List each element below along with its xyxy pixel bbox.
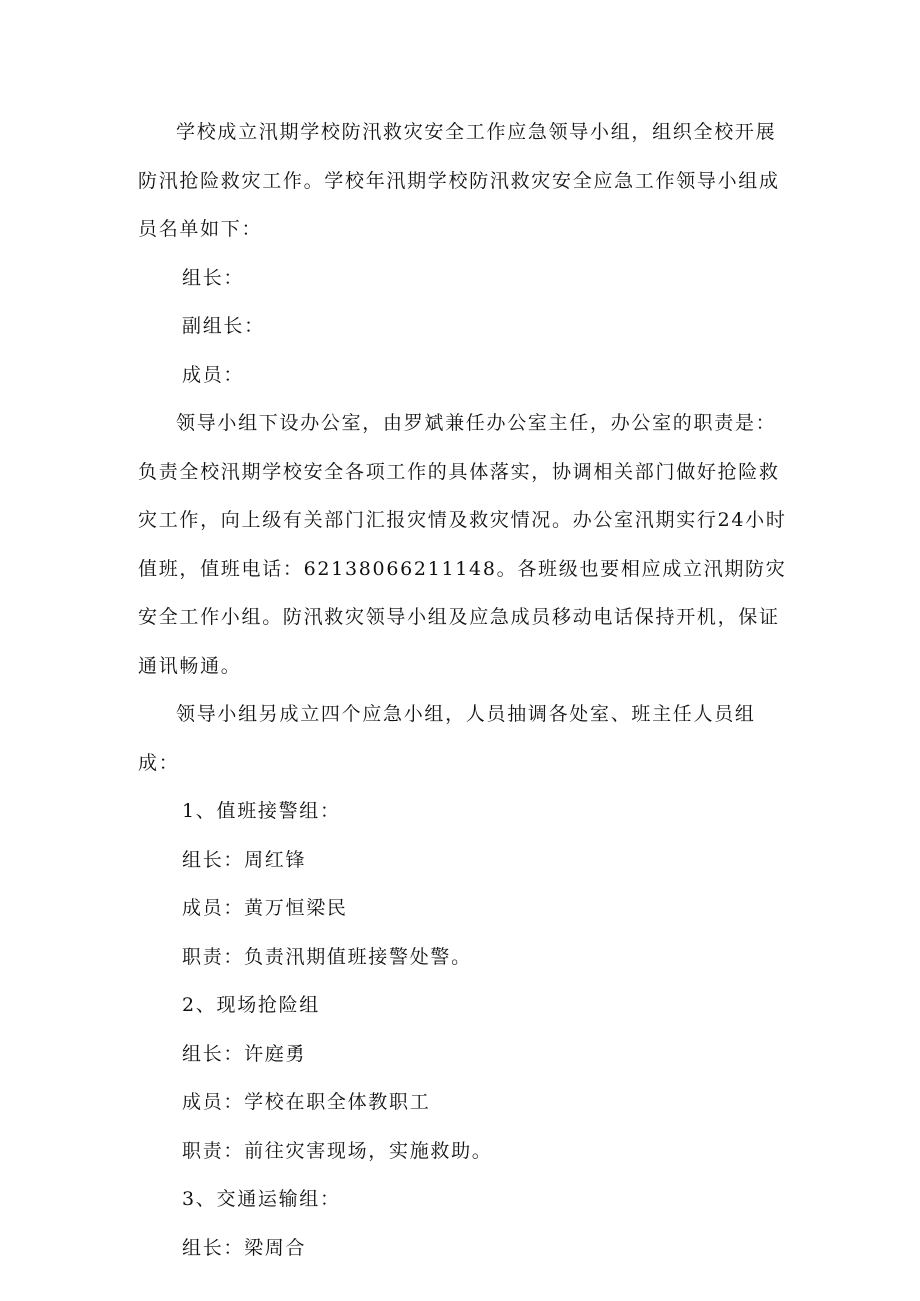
deputy-leader-label: 副组长： xyxy=(182,315,265,337)
duty-alarm-group-leader: 组长：周红锋 xyxy=(182,848,307,871)
intro-paragraph: 学校成立汛期学校防汛救灾安全工作应急领导小组，组织全校开展防汛抢险救灾工作。学校年汛期学校防汛救灾安全应急工作领导小组成员名单如下： xyxy=(138,121,780,240)
rescue-group-members: 成员：学校在职全体教职工 xyxy=(182,1091,431,1113)
rescue-group-duty: 职责：前往灾害现场，实施救助。 xyxy=(182,1139,493,1162)
rescue-group-heading: 2、现场抢险组 xyxy=(182,994,320,1016)
emergency-groups-paragraph: 领导小组另成立四个应急小组，人员抽调各处室、班主任人员组成： xyxy=(138,703,756,774)
rescue-group-leader: 组长：许庭勇 xyxy=(182,1042,307,1065)
duty-alarm-group-heading: 1、值班接警组： xyxy=(182,800,341,822)
transport-group-heading: 3、交通运输组： xyxy=(182,1188,341,1210)
members-label: 成员： xyxy=(182,363,245,386)
duty-alarm-group-duty: 职责：负责汛期值班接警处警。 xyxy=(182,945,472,968)
transport-group-leader: 组长：梁周合 xyxy=(182,1236,307,1259)
document-body xyxy=(138,108,788,1272)
duty-alarm-group-members: 成员：黄万恒梁民 xyxy=(182,897,348,919)
office-duties-paragraph: 领导小组下设办公室，由罗斌兼任办公室主任，办公室的职责是：负责全校汛期学校安全各项工作的具体落实，协调相关部门做好抢险救灾工作，向上级有关部门汇报灾情及救灾情况。办公室汛期实行24小时值班，值班电话：62138066211148。各班级也要相应成立汛期防灾安全工作小组。防汛救灾领导小组及应急成员移动电话保持开机，保证通讯畅通。 xyxy=(138,412,787,677)
leader-label: 组长： xyxy=(182,266,245,289)
